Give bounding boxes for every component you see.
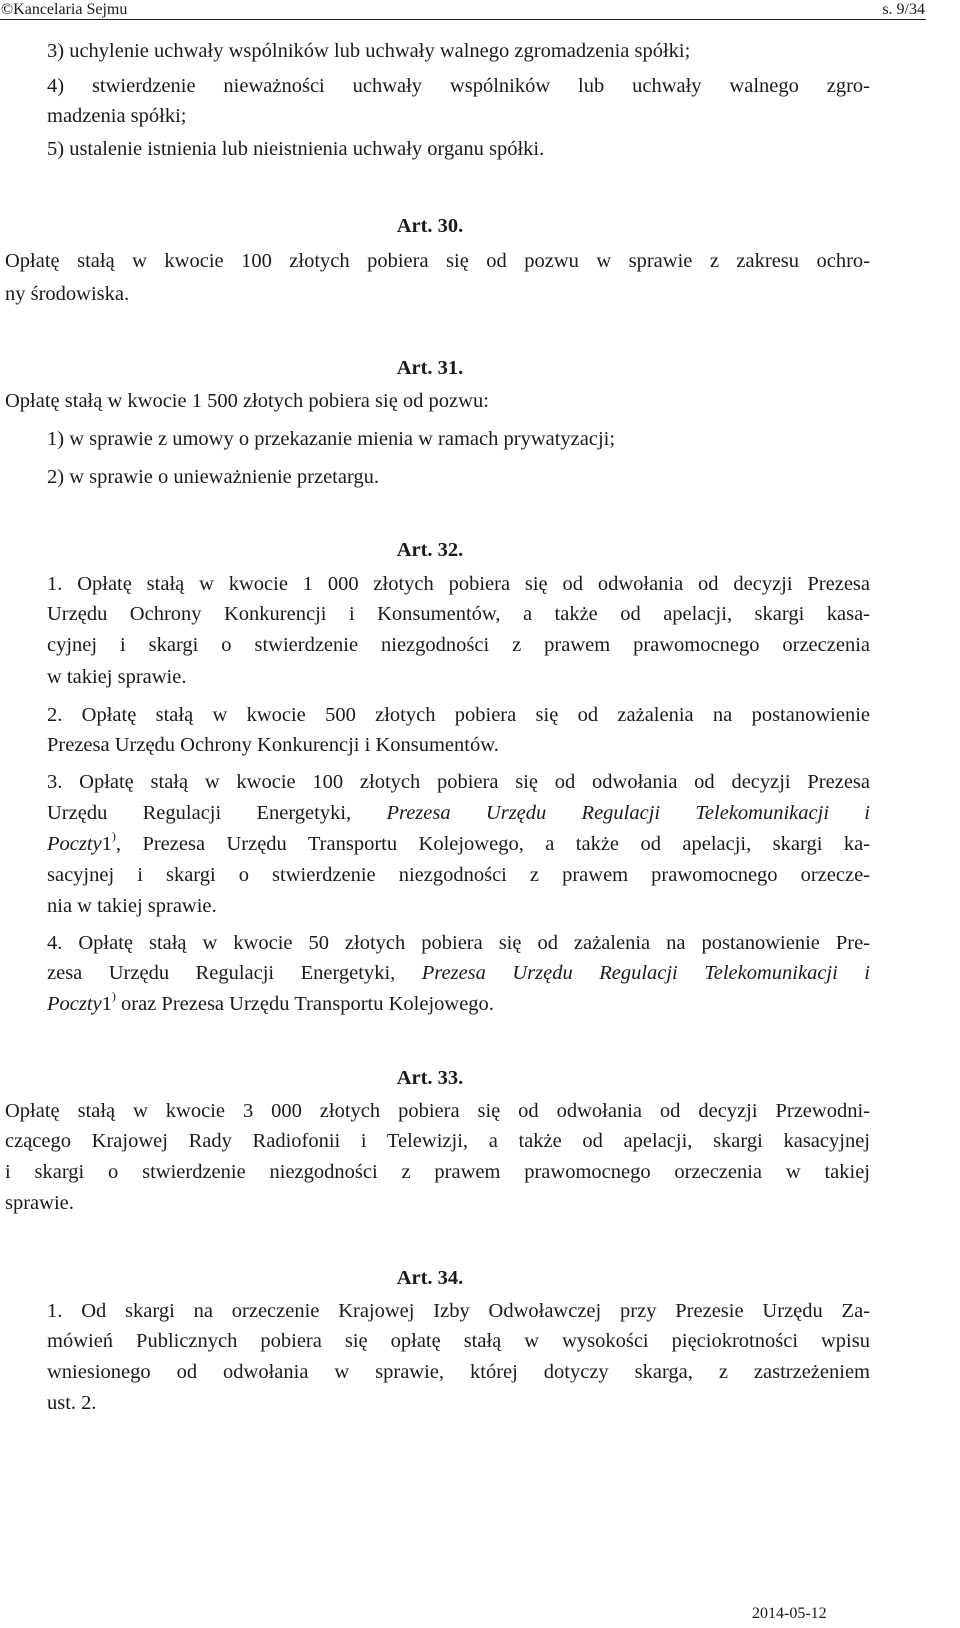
text-line: ust. 2.: [47, 1392, 97, 1414]
article-heading: Art. 32.: [396, 539, 464, 561]
text-line: [47, 797, 870, 829]
text-line: Opłatę stałą w kwocie 100 złotych pobiera się od pozwu w sprawie z zakresu ochro-: [5, 250, 870, 272]
text-line: madzenia spółki;: [47, 105, 187, 127]
text-line: 4. Opłatę stałą w kwocie 50 złotych pobiera się od zażalenia na postanowienie Pre-: [47, 932, 870, 954]
text-line: 1. Od skargi na orzeczenie Krajowej Izby Odwoławczej przy Prezesie Urzędu Za-: [47, 1300, 870, 1322]
text-line: [47, 828, 870, 860]
text-line: Opłatę stałą w kwocie 3 000 złotych pobiera się od odwołania od decyzji Przewodni-: [5, 1100, 870, 1122]
article-heading: Art. 31.: [396, 357, 464, 379]
text-line: mówień Publicznych pobiera się opłatę stałą w wysokości pięciokrotności wpisu: [47, 1330, 870, 1352]
text-line: wniesionego od odwołania w sprawie, której dotyczy skarga, z zastrzeżeniem: [47, 1361, 870, 1383]
footnote-ref: 1: [101, 993, 112, 1015]
text-line: sacyjnej i skargi o stwierdzenie niezgodności z prawem prawomocnego orzecze-: [47, 864, 870, 886]
text-line: nia w takiej sprawie.: [47, 895, 217, 917]
text-line: [47, 957, 870, 989]
italic-text: Poczty: [47, 993, 102, 1015]
italic-text: Prezesa Urzędu Regulacji Telekomunikacji i: [421, 962, 870, 984]
page-header: [0, 0, 960, 20]
footer-date: 2014-05-12: [752, 1605, 827, 1622]
text-line: 4) stwierdzenie nieważności uchwały wspólników lub uchwały walnego zgro-: [47, 75, 870, 97]
text-span: zesa Urzędu Regulacji Energetyki,: [47, 962, 422, 984]
text-line: Urzędu Ochrony Konkurencji i Konsumentów, a także od apelacji, skargi kasa-: [47, 603, 870, 625]
text-line: 1. Opłatę stałą w kwocie 1 000 złotych pobiera się od odwołania od decyzji Prezesa: [47, 573, 870, 595]
text-line: ny środowiska.: [5, 283, 130, 305]
text-span: Urzędu Regulacji Energetyki,: [47, 802, 387, 824]
footnote-ref: 1: [101, 833, 112, 855]
text-line: sprawie.: [5, 1192, 74, 1214]
italic-text: Prezesa Urzędu Regulacji Telekomunikacji i: [386, 802, 871, 824]
text-line: Prezesa Urzędu Ochrony Konkurencji i Konsumentów.: [47, 734, 499, 756]
text-line: [47, 988, 870, 1020]
text-line: i skargi o stwierdzenie niezgodności z prawem prawomocnego orzeczenia w takiej: [5, 1161, 870, 1183]
footnote-marker: ): [111, 989, 116, 1003]
italic-text: Poczty: [47, 833, 102, 855]
text-line: 1) w sprawie z umowy o przekazanie mienia w ramach prywatyzacji;: [47, 428, 616, 450]
text-span: , Prezesa Urzędu Transportu Kolejowego, a także od apelacji, skargi ka-: [115, 833, 870, 855]
text-line: 3) uchylenie uchwały wspólników lub uchwały walnego zgromadzenia spółki;: [47, 40, 691, 62]
text-line: 2. Opłatę stałą w kwocie 500 złotych pobiera się od zażalenia na postanowienie: [47, 704, 870, 726]
text-line: 2) w sprawie o unieważnienie przetargu.: [47, 466, 380, 488]
text-span: oraz Prezesa Urzędu Transportu Kolejowego.: [115, 993, 494, 1015]
text-line: Opłatę stałą w kwocie 1 500 złotych pobiera się od pozwu:: [5, 390, 489, 412]
text-line: 5) ustalenie istnienia lub nieistnienia uchwały organu spółki.: [47, 138, 545, 160]
page-number: s. 9/34: [882, 1, 925, 18]
header-rule: [0, 19, 926, 20]
text-line: 3. Opłatę stałą w kwocie 100 złotych pobiera się od odwołania od decyzji Prezesa: [47, 771, 870, 793]
article-heading: Art. 30.: [396, 215, 464, 237]
text-line: w takiej sprawie.: [47, 666, 187, 688]
article-heading: Art. 33.: [396, 1067, 464, 1089]
footnote-marker: ): [111, 829, 116, 843]
article-heading: Art. 34.: [396, 1267, 464, 1289]
copyright-label: ©Kancelaria Sejmu: [1, 1, 128, 18]
text-line: cyjnej i skargi o stwierdzenie niezgodności z prawem prawomocnego orzeczenia: [47, 634, 870, 656]
text-line: czącego Krajowej Rady Radiofonii i Telewizji, a także od apelacji, skargi kasacyjnej: [5, 1130, 870, 1152]
